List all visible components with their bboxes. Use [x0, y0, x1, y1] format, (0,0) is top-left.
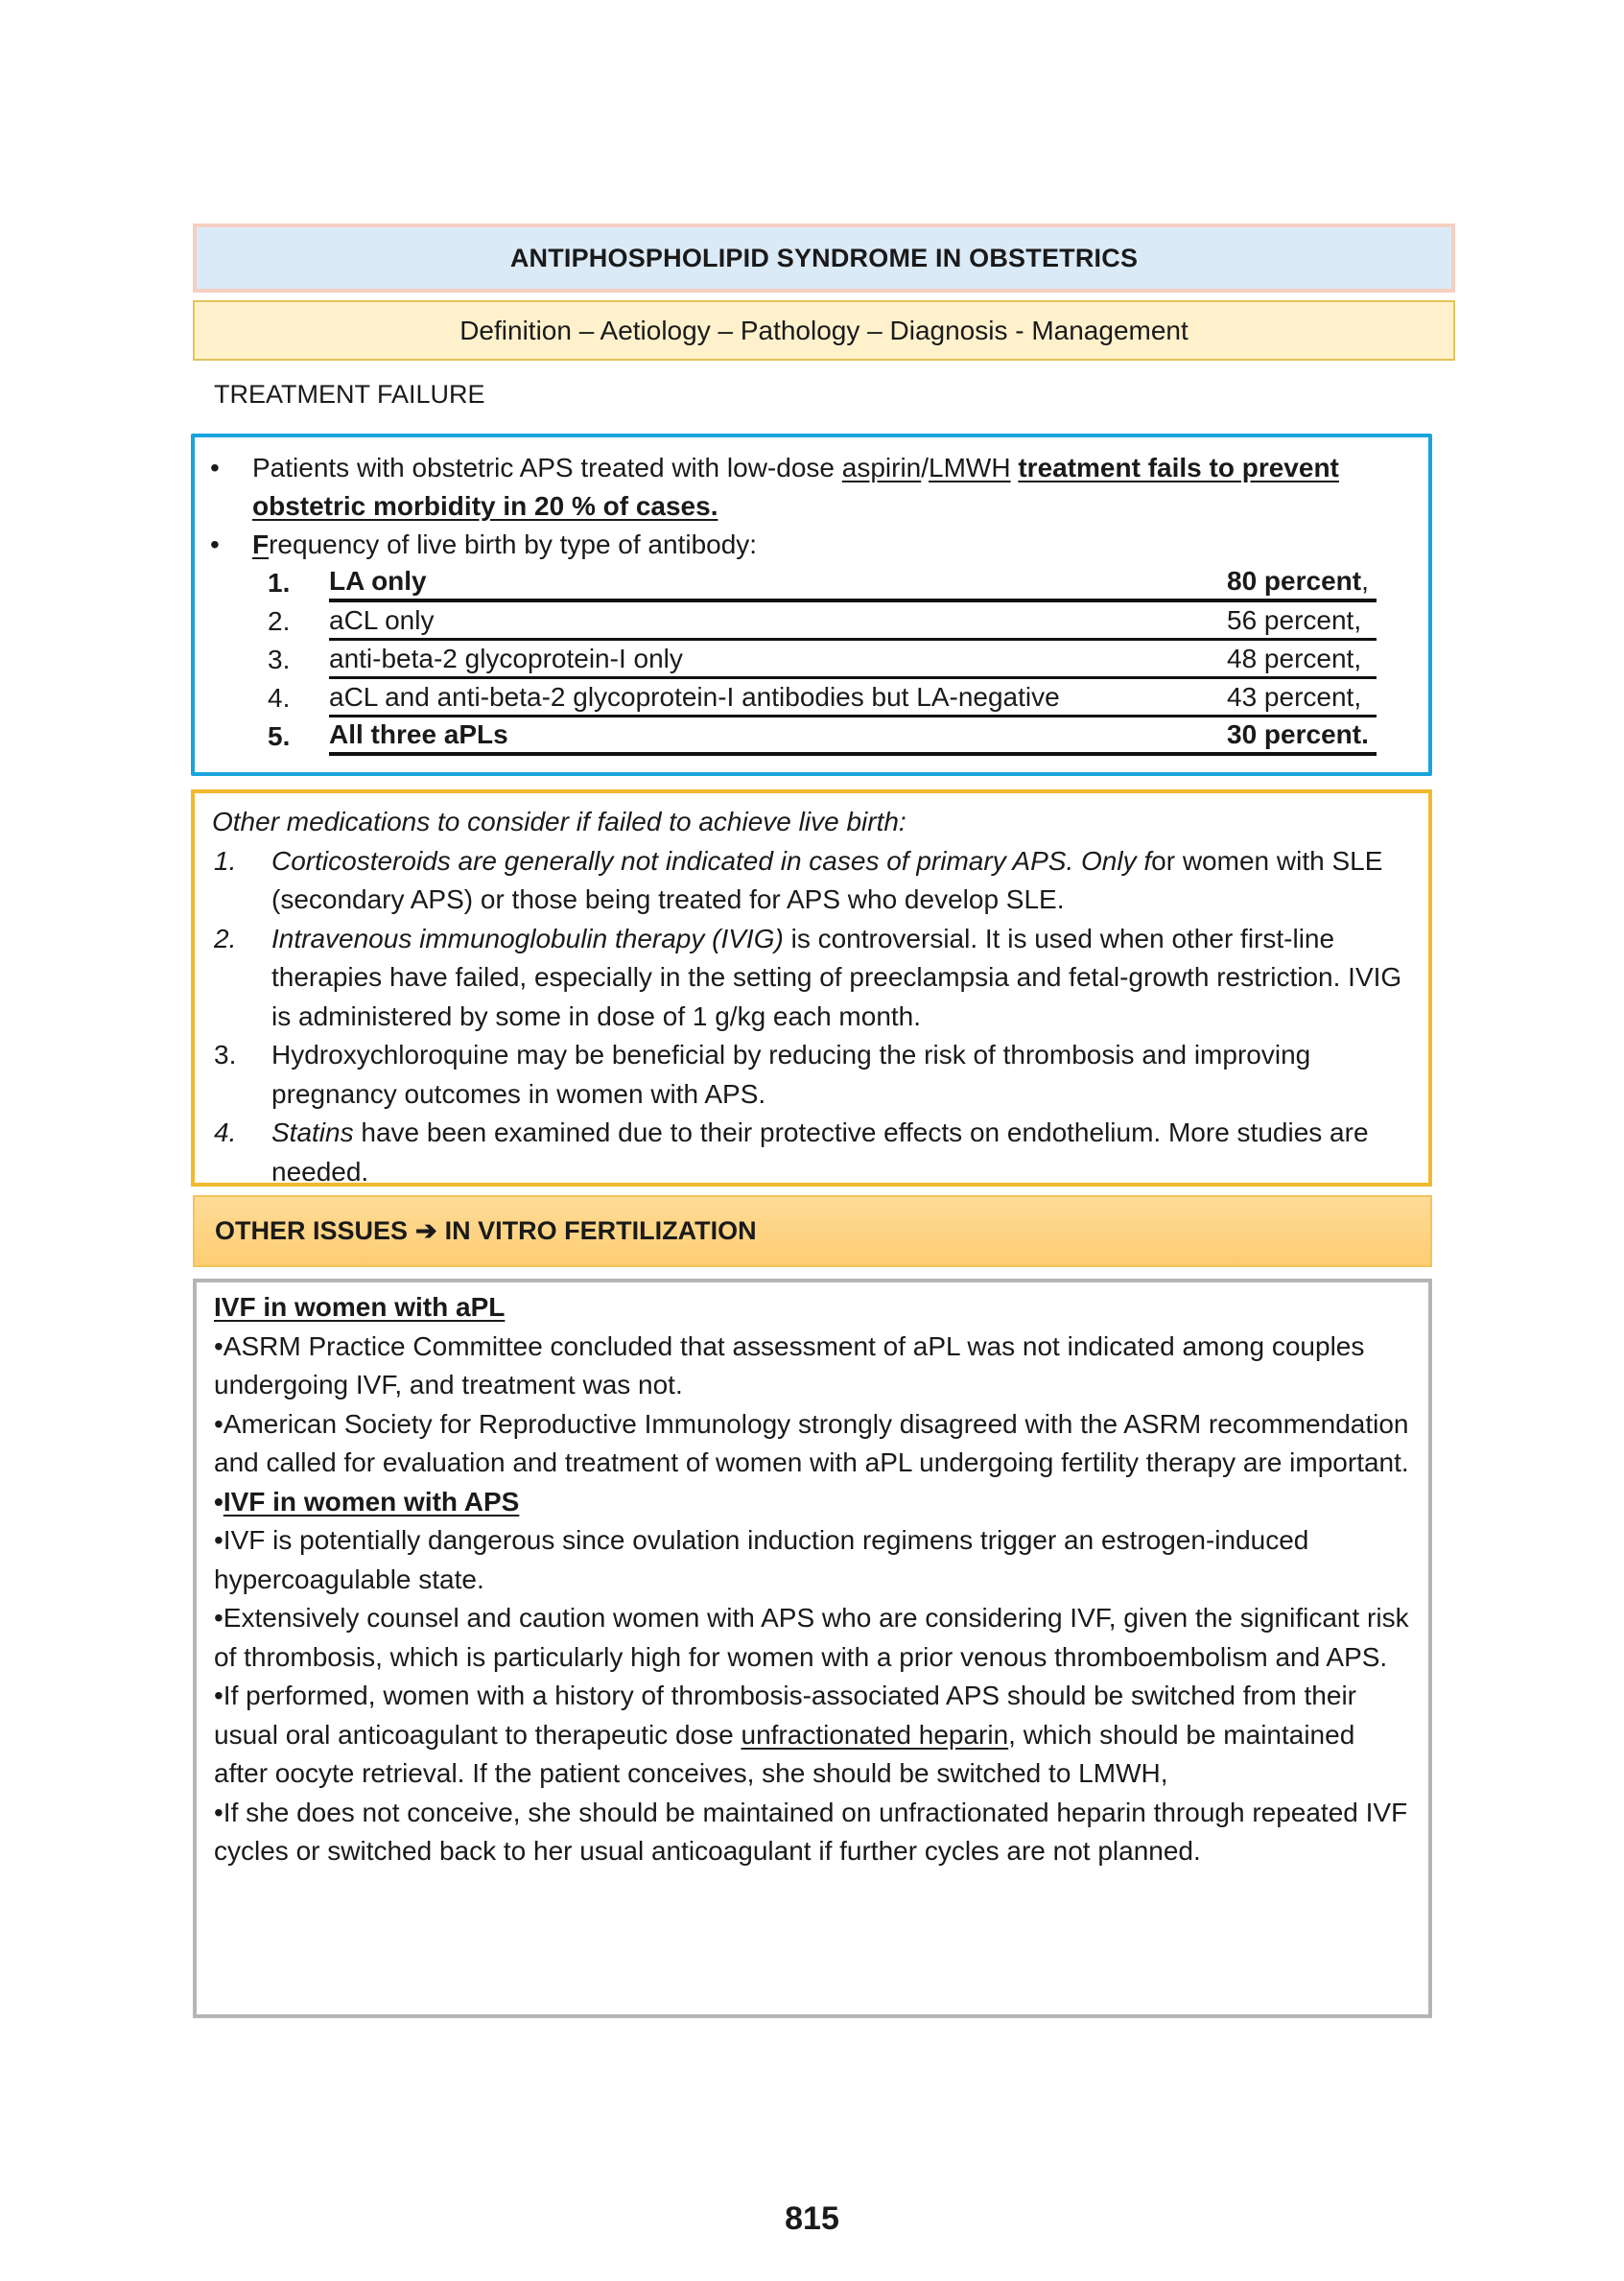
treatment-failure-heading: TREATMENT FAILURE — [214, 380, 485, 409]
other-issues-header: OTHER ISSUES ➔ IN VITRO FERTILIZATION — [193, 1195, 1432, 1267]
live-birth-rate: 30 percent. — [1227, 717, 1377, 756]
ivf-point: •If she does not conceive, she should be maintained on unfractionated heparin through repeated IVF cycles or switched back to her usual anticoagulant if further cycles are not planned. — [214, 1797, 1408, 1866]
page-number: 815 — [785, 2200, 839, 2237]
medication-item: 3. Hydroxychloroquine may be beneficial by reducing the risk of thrombosis and improving pregnancy outcomes in women with APS. — [214, 1040, 1311, 1109]
ivf-box — [193, 1279, 1432, 2018]
antibody-type: All three aPLs — [329, 717, 1227, 756]
ivf-point: •Extensively counsel and caution women with APS who are considering IVF, given the significant risk of thrombosis, which is particularly high for women with a prior venous thromboembolism and APS. — [214, 1603, 1409, 1672]
frequency-bullet: • Frequency of live birth by type of antibody: — [195, 526, 1428, 564]
heparin-text: unfractionated heparin — [741, 1719, 1009, 1750]
bullet-icon: • — [210, 529, 220, 559]
ivf-point: •American Society for Reproductive Immunology strongly disagreed with the ASRM recommendation and called for evaluation and treatment of women with aPL undergoing fertility therapy are important. — [214, 1408, 1409, 1477]
antibody-type: aCL and anti-beta-2 glycoprotein-I antibodies but LA-negative — [329, 680, 1227, 717]
frequency-item: 2. aCL only 56 percent, — [195, 602, 1428, 641]
subtitle-banner — [193, 300, 1455, 361]
page-title: ANTIPHOSPHOLIPID SYNDROME IN OBSTETRICS — [509, 243, 1139, 272]
treatment-failure-box — [191, 434, 1432, 776]
antibody-type: aCL only — [329, 603, 1227, 641]
failure-rate-bullet: • Patients with obstetric APS treated with low-dose aspirin/LMWH treatment fails to prevent obstetric morbidity in 20 % of cases. — [195, 449, 1428, 526]
medication-item: 4. Statins have been examined due to their protective effects on endothelium. More studies are needed. — [214, 1117, 1369, 1187]
frequency-list — [195, 564, 1428, 756]
lmwh-text: LMWH — [929, 453, 1011, 482]
live-birth-rate: 43 percent, — [1227, 680, 1377, 717]
failure-rate-emphasis: treatment fails to prevent obstetric morbidity in 20 % of cases. — [252, 453, 1339, 521]
page-title-banner — [193, 223, 1455, 293]
aspirin-link-text: aspirin — [841, 453, 922, 482]
ivf-apl-heading: IVF in women with aPL — [214, 1292, 506, 1322]
other-medications-intro: Other medications to consider if failed to achieve live birth: — [212, 807, 906, 836]
live-birth-rate: 48 percent, — [1227, 642, 1377, 679]
live-birth-rate: 56 percent, — [1227, 603, 1377, 641]
frequency-item: 4. aCL and anti-beta-2 glycoprotein-I antibodies but LA-negative 43 percent, — [195, 679, 1428, 717]
frequency-item: 5. All three aPLs 30 percent. — [195, 717, 1428, 756]
frequency-item: 3. anti-beta-2 glycoprotein-I only 48 percent, — [195, 641, 1428, 679]
page-subtitle: Definition – Aetiology – Pathology – Diagnosis - Management — [459, 315, 1189, 345]
arrow-right-icon: ➔ — [415, 1216, 437, 1245]
medication-item: 2. Intravenous immunoglobulin therapy (IVIG) is controversial. It is used when other first-line therapies have failed, especially in the setting of preeclampsia and fetal-growth restriction. IVIG is administered by some in dose of 1 g/kg each month. — [214, 923, 1402, 1031]
bullet-icon: • — [210, 453, 220, 482]
medication-item: 1. Corticosteroids are generally not indicated in cases of primary APS. Only for women with SLE (secondary APS) or those being treated for APS who develop SLE. — [214, 845, 1383, 914]
ivf-point: •IVF is potentially dangerous since ovulation induction regimens trigger an estrogen-induced hypercoagulable state. — [214, 1525, 1309, 1594]
antibody-type: LA only — [329, 564, 1227, 602]
frequency-item: 1. LA only 80 percent, — [195, 564, 1428, 602]
ivf-point: •If performed, women with a history of thrombosis-associated APS should be switched from their usual oral anticoagulant to therapeutic dose unfractionated heparin, which should be maintained after oocyte retrieval. If the patient conceives, she should be switched to LMWH, — [214, 1681, 1356, 1788]
other-medications-box — [191, 789, 1432, 1187]
ivf-point: •ASRM Practice Committee concluded that assessment of aPL was not indicated among couples undergoing IVF, and treatment was not. — [214, 1330, 1365, 1399]
live-birth-rate: 80 percent, — [1227, 564, 1377, 602]
ivf-aps-heading: •IVF in women with APS — [214, 1486, 520, 1517]
antibody-type: anti-beta-2 glycoprotein-I only — [329, 642, 1227, 679]
